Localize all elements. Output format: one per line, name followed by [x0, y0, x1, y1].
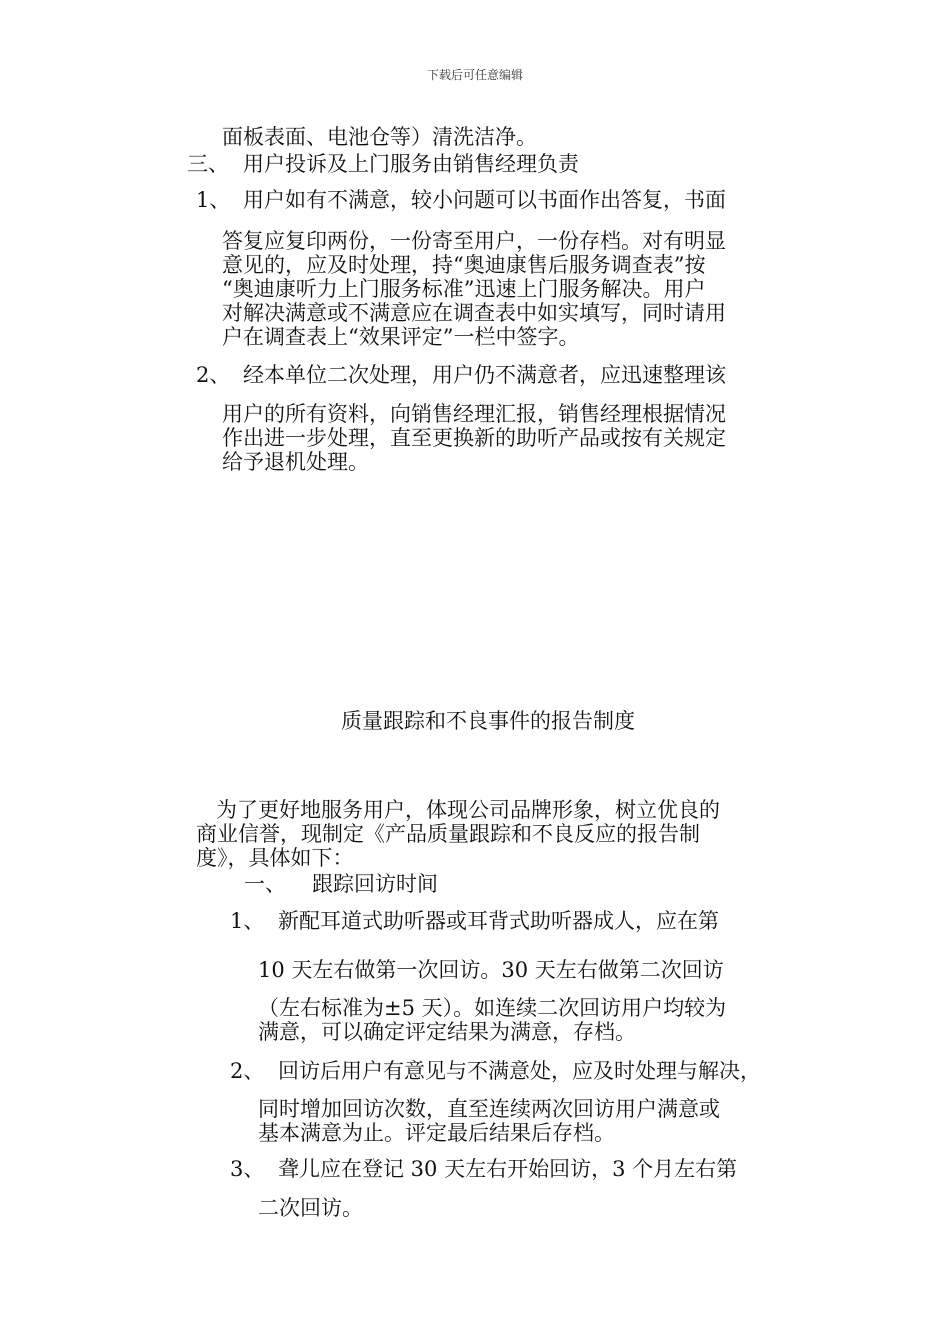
intro-line: 为了更好地服务用户，体现公司品牌形象，树立优良的	[216, 798, 720, 822]
heading-text: 用户投诉及上门服务由销售经理负责	[243, 152, 579, 176]
item-number: 3、	[230, 1157, 265, 1181]
item-text: 新配耳道式助听器或耳背式助听器成人，应在第	[278, 909, 719, 933]
section-heading-3	[187, 152, 579, 176]
paragraph-line: 用户的所有资料，向销售经理汇报，销售经理根据情况	[222, 402, 726, 426]
paragraph-line: 户在调查表上“效果评定”一栏中签字。	[222, 325, 580, 349]
item-text: 用户如有不满意，较小问题可以书面作出答复，书面	[243, 188, 726, 212]
paragraph-line: “奥迪康听力上门服务标准”迅速上门服务解决。用户	[222, 277, 706, 301]
paragraph-line: 同时增加回访次数，直至连续两次回访用户满意或	[258, 1097, 720, 1121]
item-number: 2、	[196, 363, 231, 387]
paragraph-line: 对解决满意或不满意应在调查表中如实填写，同时请用	[222, 301, 726, 325]
paragraph-line: 答复应复印两份，一份寄至用户，一份存档。对有明显	[222, 229, 726, 253]
list-item-3-first-line	[230, 1157, 737, 1181]
heading-text: 跟踪回访时间	[312, 872, 438, 896]
paragraph-line: 基本满意为止。评定最后结果后存档。	[258, 1121, 615, 1145]
document-title: 质量跟踪和不良事件的报告制度	[341, 709, 635, 733]
paragraph-line: 满意，可以确定评定结果为满意，存档。	[258, 1020, 636, 1044]
paragraph-line: 意见的，应及时处理，持“奥迪康售后服务调查表”按	[222, 253, 706, 277]
item-number: 2、	[230, 1059, 265, 1083]
paragraph-line: 10 天左右做第一次回访。30 天左右做第二次回访	[258, 958, 724, 982]
paragraph-line: 二次回访。	[258, 1196, 363, 1220]
heading-number: 三、	[187, 152, 229, 176]
list-item-1-first-line	[230, 909, 719, 933]
intro-line: 度》，具体如下：	[196, 846, 354, 870]
section-heading-1	[244, 872, 438, 896]
list-item-1-first-line	[196, 188, 726, 212]
item-text: 聋儿应在登记 30 天左右开始回访，3 个月左右第	[278, 1157, 738, 1181]
item-text: 回访后用户有意见与不满意处，应及时处理与解决，	[278, 1059, 761, 1083]
continuation-line: 面板表面、电池仓等）清洗洁净。	[222, 125, 537, 149]
paragraph-line: （左右标准为±5 天）。如连续二次回访用户均较为	[258, 996, 727, 1020]
heading-number: 一、	[244, 872, 286, 896]
item-number: 1、	[230, 909, 265, 933]
item-number: 1、	[196, 188, 231, 212]
page-header: 下载后可任意编辑	[426, 68, 523, 82]
intro-line: 商业信誉，现制定《产品质量跟踪和不良反应的报告制	[196, 822, 700, 846]
paragraph-line: 作出进一步处理，直至更换新的助听产品或按有关规定	[222, 426, 726, 450]
list-item-2-first-line	[196, 363, 726, 387]
list-item-2-first-line	[230, 1059, 761, 1083]
paragraph-line: 给予退机处理。	[222, 450, 369, 474]
item-text: 经本单位二次处理，用户仍不满意者，应迅速整理该	[243, 363, 726, 387]
